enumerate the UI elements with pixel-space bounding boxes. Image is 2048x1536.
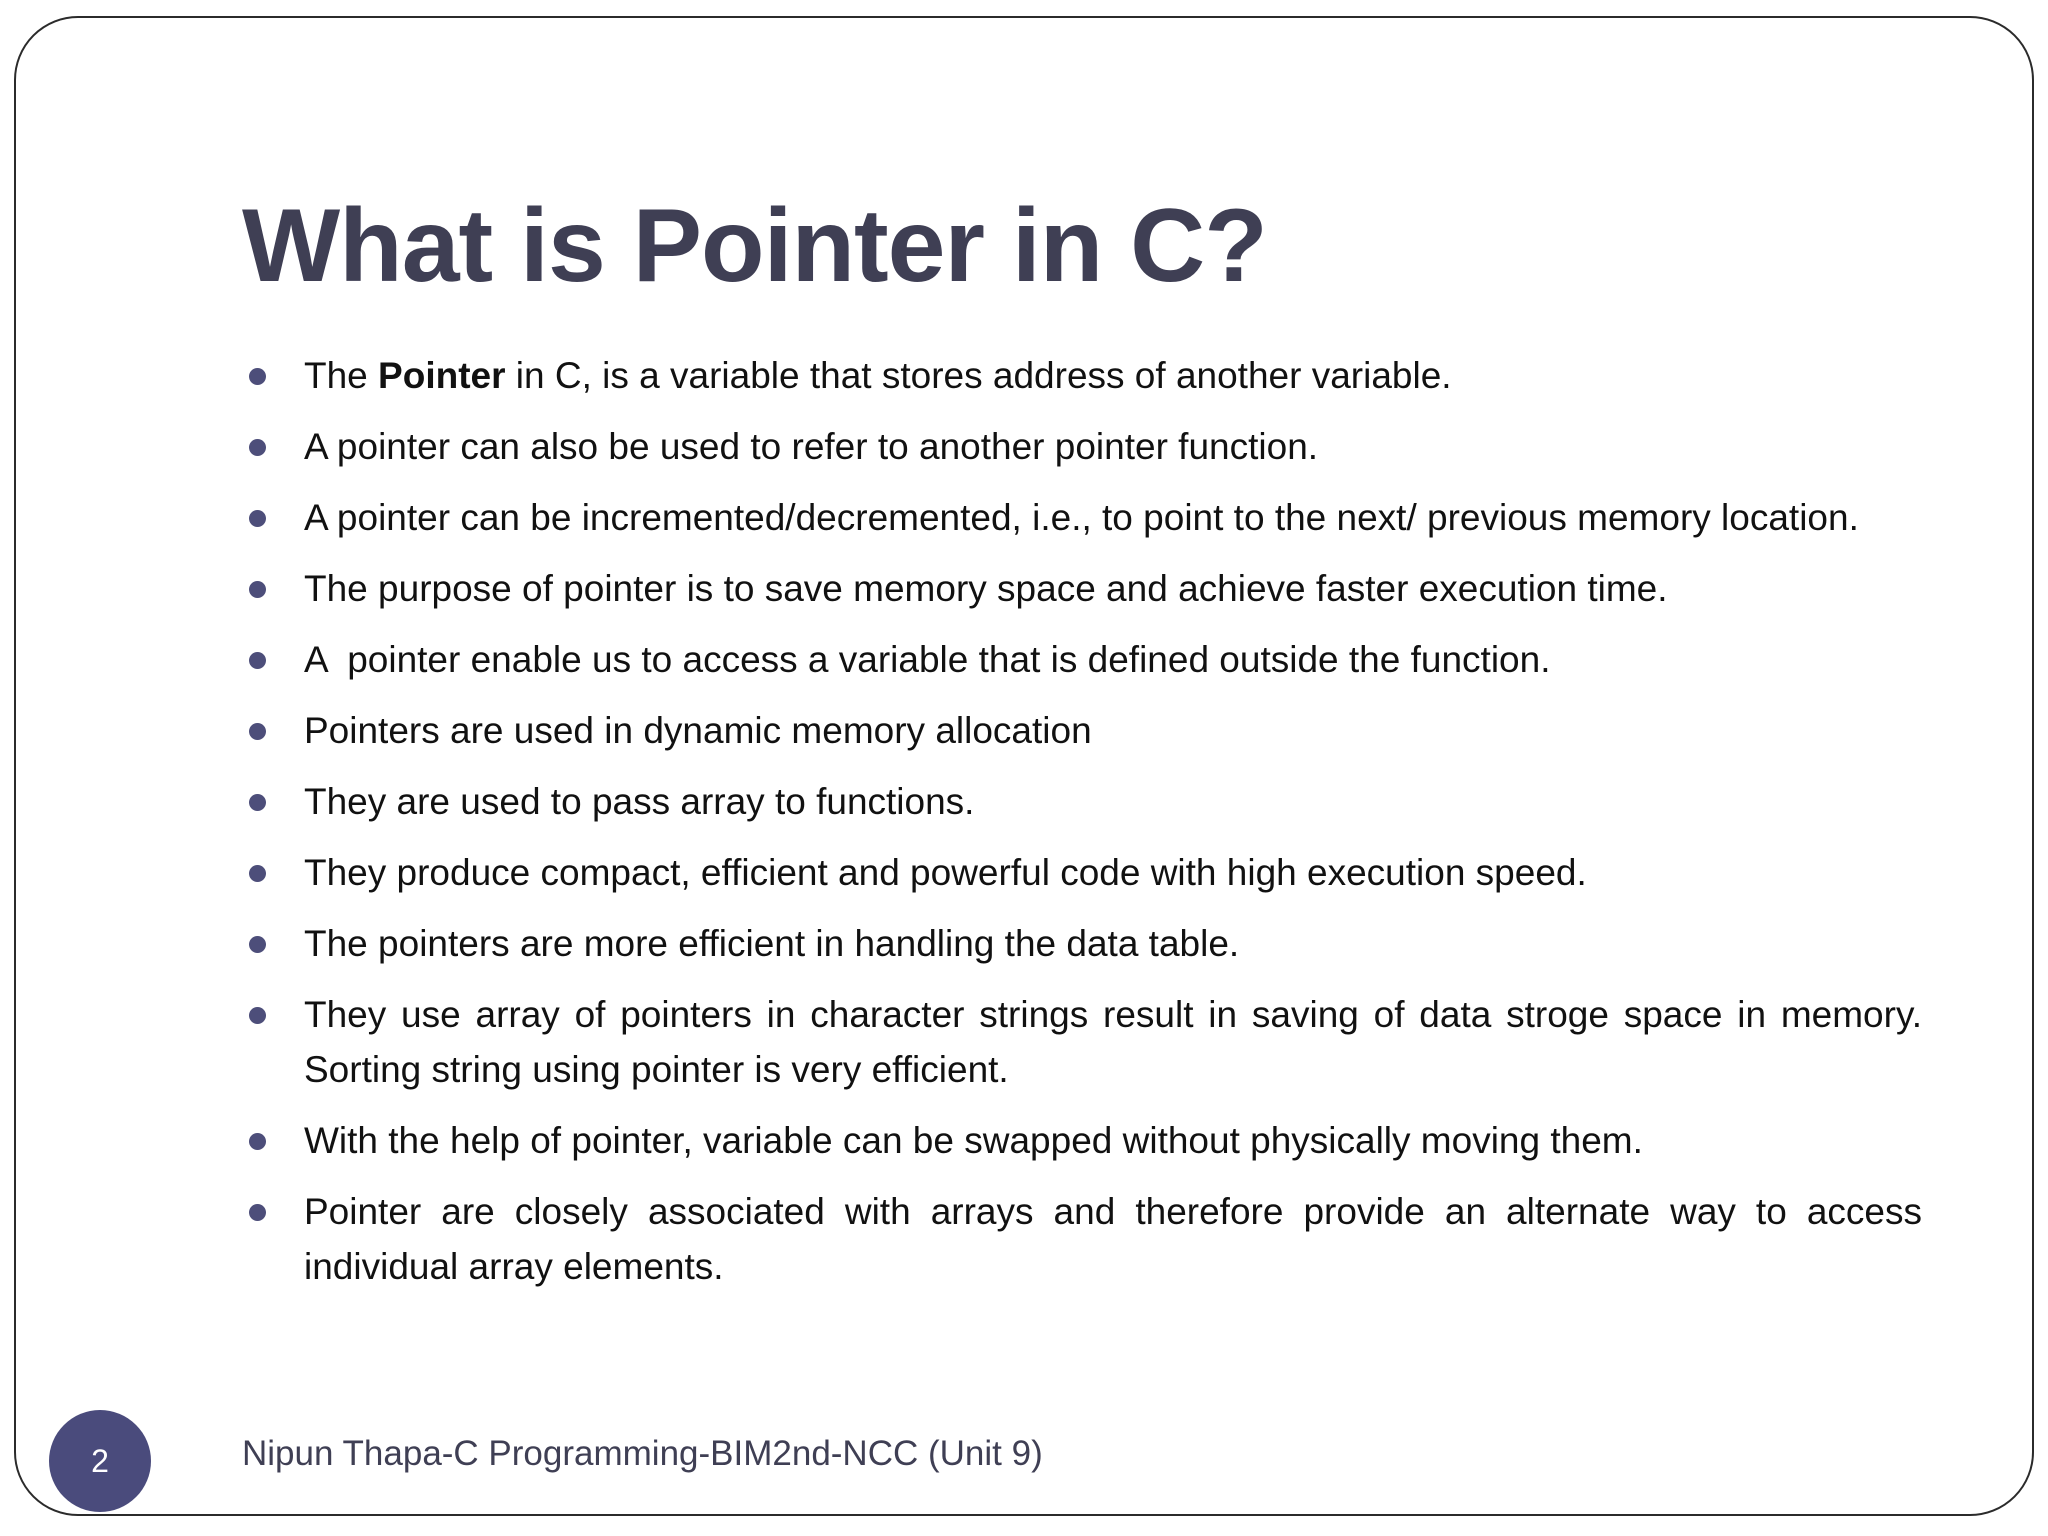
bullet-text: in C, is a variable that stores address of another variable.: [505, 355, 1452, 396]
list-item: [242, 916, 1922, 971]
list-item: [242, 987, 1922, 1097]
bullet-dot-icon: [249, 1007, 266, 1024]
slide-title: What is Pointer in C?: [242, 188, 1267, 304]
list-item: [242, 774, 1922, 829]
bullet-text: They use array of pointers in character strings result in saving of data stroge space in memory. Sorting string using pointer is very efficient.: [304, 994, 1922, 1090]
bullet-dot-icon: [249, 368, 266, 385]
bullet-text: The purpose of pointer is to save memory space and achieve faster execution time.: [304, 568, 1668, 609]
footer-text: Nipun Thapa-C Programming-BIM2nd-NCC (Unit 9): [242, 1434, 1043, 1473]
list-item: [242, 703, 1922, 758]
bullet-text: A pointer can also be used to refer to another pointer function.: [304, 426, 1319, 467]
bullet-dot-icon: [249, 510, 266, 527]
bullet-dot-icon: [249, 723, 266, 740]
bullet-text: Pointers are used in dynamic memory allocation: [304, 710, 1092, 751]
bullet-dot-icon: [249, 652, 266, 669]
bullet-dot-icon: [249, 1204, 266, 1221]
bullet-list: [242, 348, 1922, 1310]
bullet-text: A pointer can be incremented/decremented, i.e., to point to the next/ previous memory location.: [304, 497, 1859, 538]
list-item: [242, 845, 1922, 900]
bullet-dot-icon: [249, 936, 266, 953]
bullet-text-bold: Pointer: [378, 355, 506, 396]
bullet-text: They are used to pass array to functions.: [304, 781, 975, 822]
bullet-text: Pointer are closely associated with arrays and therefore provide an alternate way to access individual array elements.: [304, 1191, 1922, 1287]
list-item: [242, 1113, 1922, 1168]
bullet-dot-icon: [249, 439, 266, 456]
list-item: [242, 348, 1922, 403]
slide-frame: [14, 16, 2034, 1516]
list-item: [242, 1184, 1922, 1294]
page-number-badge: 2: [49, 1410, 151, 1512]
bullet-text-prefix: The: [304, 355, 379, 396]
bullet-text: A pointer enable us to access a variable that is defined outside the function.: [304, 639, 1551, 680]
bullet-dot-icon: [249, 865, 266, 882]
bullet-dot-icon: [249, 1133, 266, 1150]
bullet-dot-icon: [249, 581, 266, 598]
list-item: [242, 490, 1922, 545]
bullet-dot-icon: [249, 794, 266, 811]
bullet-text: They produce compact, efficient and powerful code with high execution speed.: [304, 852, 1587, 893]
bullet-text: The pointers are more efficient in handling the data table.: [304, 923, 1240, 964]
bullet-text: With the help of pointer, variable can be swapped without physically moving them.: [304, 1120, 1643, 1161]
list-item: [242, 632, 1922, 687]
list-item: [242, 561, 1922, 616]
list-item: [242, 419, 1922, 474]
